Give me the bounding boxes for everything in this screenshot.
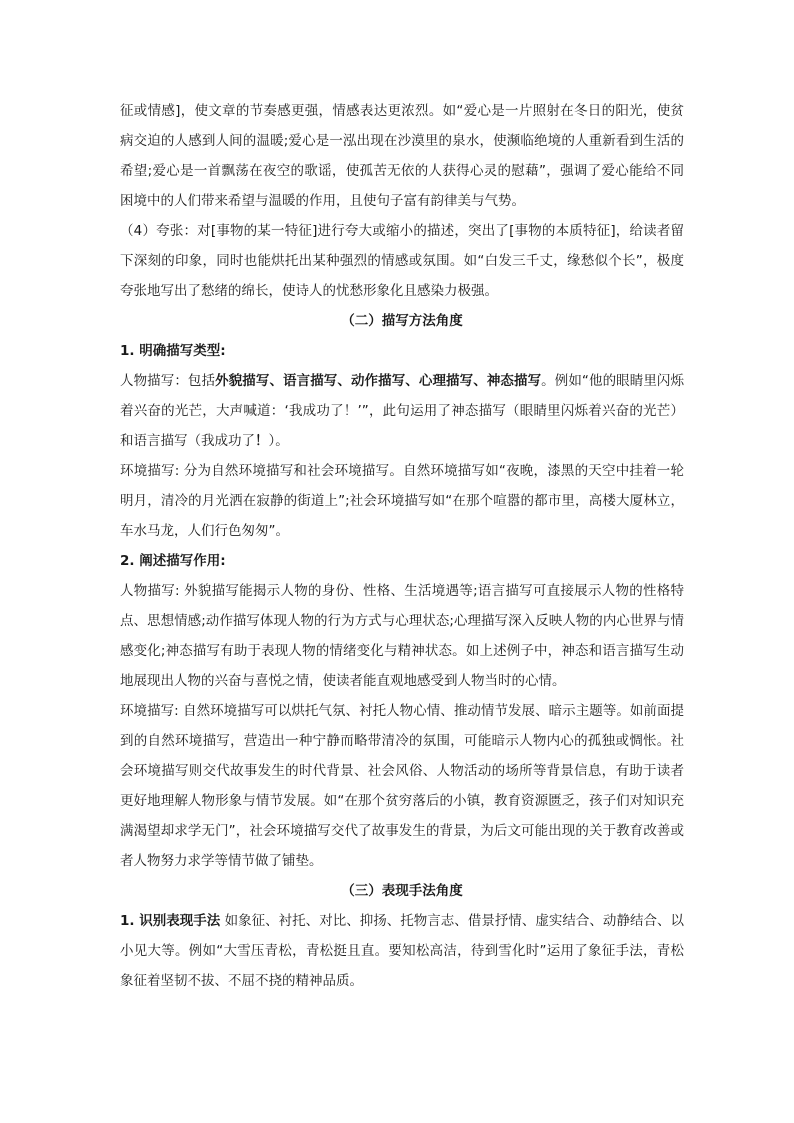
section-heading-description-methods: （二）描写方法角度 [341,313,463,329]
bold-exclamation: ！ [255,433,269,449]
section-heading-expression-techniques: （三）表现手法角度 [341,883,463,899]
paragraph-identify-techniques [120,906,684,996]
bold-identify-techniques-label: 1. 识别表现手法 [120,913,221,929]
text-segment: 如象征、衬托、对比、抑扬、托物言志、借景抒情、虚实结合、动静结合、以小见大等。例如“大雪压青松，青松挺且直。要知松高洁，待到雪化时”运用了象征手法，青松象征着坚韧不拔、不屈不挠的精神品质。 [120,913,684,989]
paragraph-character-description-effects: 人物描写: 外貌描写能揭示人物的身份、性格、生活境遇等;语言描写可直接展示人物的性格特点、思想情感;动作描写体现人物的行为方式与心理状态;心理描写深入反映人物的内心世界与情感变化;神态描写有助于表现人物的情绪变化与精神状态。如上述例子中，神态和语言描写生动地展现出人物的兴奋与喜悦之情，使读者能直观地感受到人物当时的心情。 [120,583,684,689]
subheading-describe-effects: 2. 阐述描写作用: [120,553,226,569]
paragraph-environment-description: 环境描写: 分为自然环境描写和社会环境描写。自然环境描写如“夜晚，漆黑的天空中挂着一轮明月，清冷的月光洒在寂静的街道上”;社会环境描写如“在那个喧嚣的都市里，高楼大厦林立，车水马龙，人们行色匆匆”。 [120,463,684,539]
paragraph-environment-description-effects: 环境描写: 自然环境描写可以烘托气氛、衬托人物心情、推动情节发展、暗示主题等。如前面提到的自然环境描写，营造出一种宁静而略带清冷的氛围，可能暗示人物内心的孤独或惆怅。社会环境描写则交代故事发生的时代背景、社会风俗、人物活动的场所等背景信息，有助于读者更好地理解人物形象与情节发展。如“在那个贫穷落后的小镇，教育资源匮乏，孩子们对知识充满渴望却求学无门”，社会环境描写交代了故事发生的背景，为后文可能出现的关于教育改善或者人物努力求学等情节做了铺垫。 [120,703,684,869]
text-segment: ）。 [268,433,289,449]
paragraph-hyperbole: （4）夸张：对[事物的某一特征]进行夸大或缩小的描述，突出了[事物的本质特征]，给读者留下深刻的印象，同时也能烘托出某种强烈的情感或氛围。如“白发三千丈，缘愁似个长”，极度夸张地写出了愁绪的绵长，使诗人的忧愁形象化且感染力极强。 [120,223,684,299]
paragraph-character-description [120,366,684,456]
subheading-identify-description-types: 1. 明确描写类型: [120,343,226,359]
text-segment: 。例如“他的眼睛里闪烁着兴奋的光芒，大声喊道：‘我成功了！’”，此句运用了神态描写（眼睛里闪烁着兴奋的光芒）和语言描写（我成功了 [120,373,685,449]
document-page [120,96,684,996]
bold-description-types: 外貌描写、语言描写、动作描写、心理描写、神态描写 [215,373,542,389]
text-segment: 人物描写：包括 [120,373,216,389]
paragraph-parallelism-example: 征或情感]，使文章的节奏感更强，情感表达更浓烈。如“爱心是一片照射在冬日的阳光，使贫病交迫的人感到人间的温暖;爱心是一泓出现在沙漠里的泉水，使濒临绝境的人重新看到生活的希望;爱心是一首飘荡在夜空的歌谣，使孤苦无依的人获得心灵的慰藉”，强调了爱心能给不同困境中的人们带来希望与温暖的作用，且使句子富有韵律美与气势。 [120,103,684,209]
